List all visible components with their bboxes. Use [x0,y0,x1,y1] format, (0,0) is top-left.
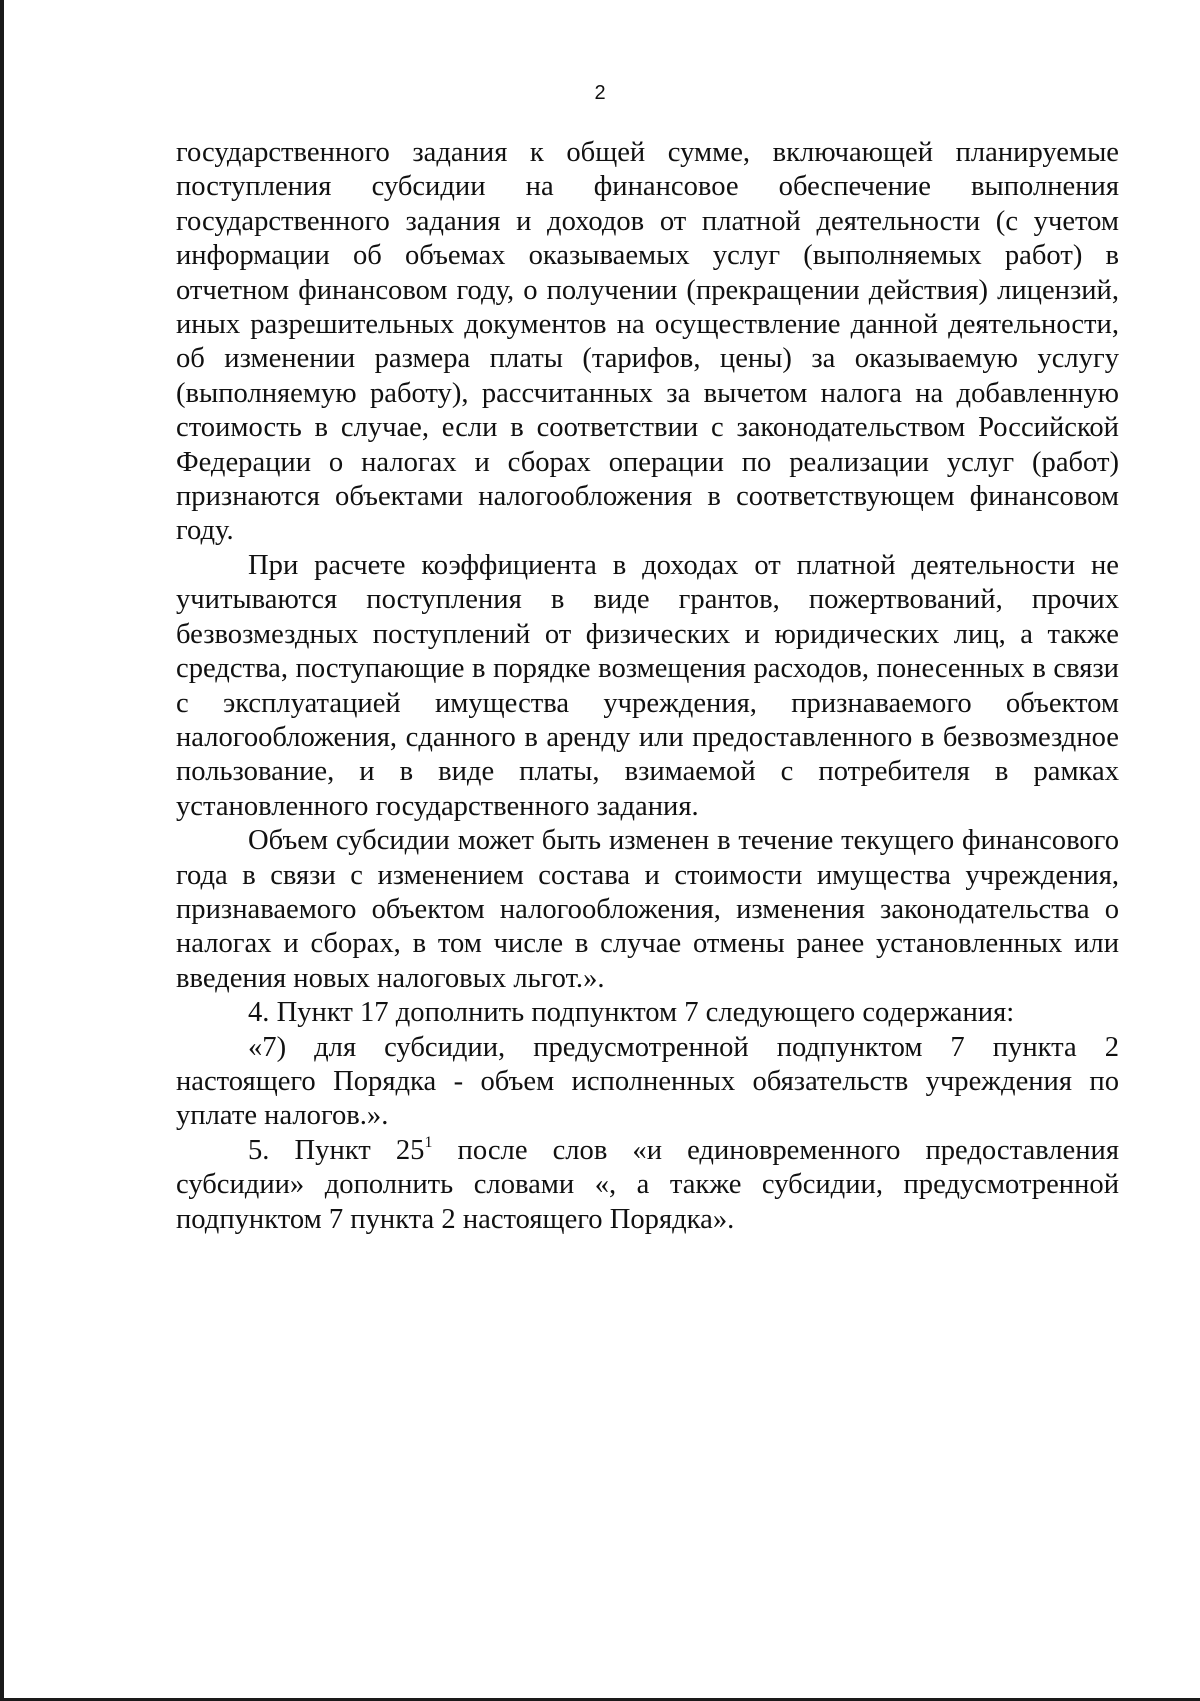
paragraph-subitem-7: «7) для субсидии, предусмотренной подпунктом 7 пункта 2 настоящего Порядка - объем исполненных обязательств учреждения по уплате налогов.». [176,1031,1119,1132]
paragraph-continuation: государственного задания к общей сумме, включающей планируемые поступления субсидии на финансовое обеспечение выполнения государственного задания и доходов от платной деятельности (с учетом информации об объемах оказываемых услуг (выполняемых работ) в отчетном финансовом году, о получении (прекращении действия) лицензий, иных разрешительных документов на осуществление данной деятельности, об изменении размера платы (тарифов, цены) за оказываемую услугу (выполняемую работу), рассчитанных за вычетом налога на добавленную стоимость в случае, если в соответствии с законодательством Российской Федерации о налогах и сборах операции по реализации услуг (работ) признаются объектами налогообложения в соответствующем финансовом году. [176,137,1119,547]
paragraph-subsidy-volume: Объем субсидии может быть изменен в течение текущего финансового года в связи с изменением состава и стоимости имущества учреждения, признаваемого объектом налогообложения, изменения законодательства о налогах и сборах, в том числе в случае отмены ранее установленных или введения новых налоговых льгот.». [176,825,1119,994]
scan-edge-left [0,0,4,1701]
document-body [176,136,1119,1237]
item-5-lead: 5. Пункт 25 [248,1134,425,1166]
paragraph-item-5 [176,1134,1119,1237]
item-5-text: после слов «и единовременного предоставления субсидии» дополнить словами «, а также субсидии, предусмотренной подпунктом 7 пункта 2 настоящего Порядка». [176,1134,1119,1235]
paragraph-item-4: 4. Пункт 17 дополнить подпунктом 7 следующего содержания: [248,997,1015,1029]
paragraph-coefficient: При расчете коэффициента в доходах от платной деятельности не учитываются поступления в виде грантов, пожертвований, прочих безвозмездных поступлений от физических и юридических лиц, а также средства, поступающие в порядке возмещения расходов, понесенных в связи с эксплуатацией имущества учреждения, признаваемого объектом налогообложения, сданного в аренду или предоставленного в безвозмездное пользование, и в виде платы, взимаемой с потребителя в рамках установленного государственного задания. [176,549,1119,822]
page-number: 2 [594,82,606,104]
item-5-superscript: 1 [424,1133,433,1151]
